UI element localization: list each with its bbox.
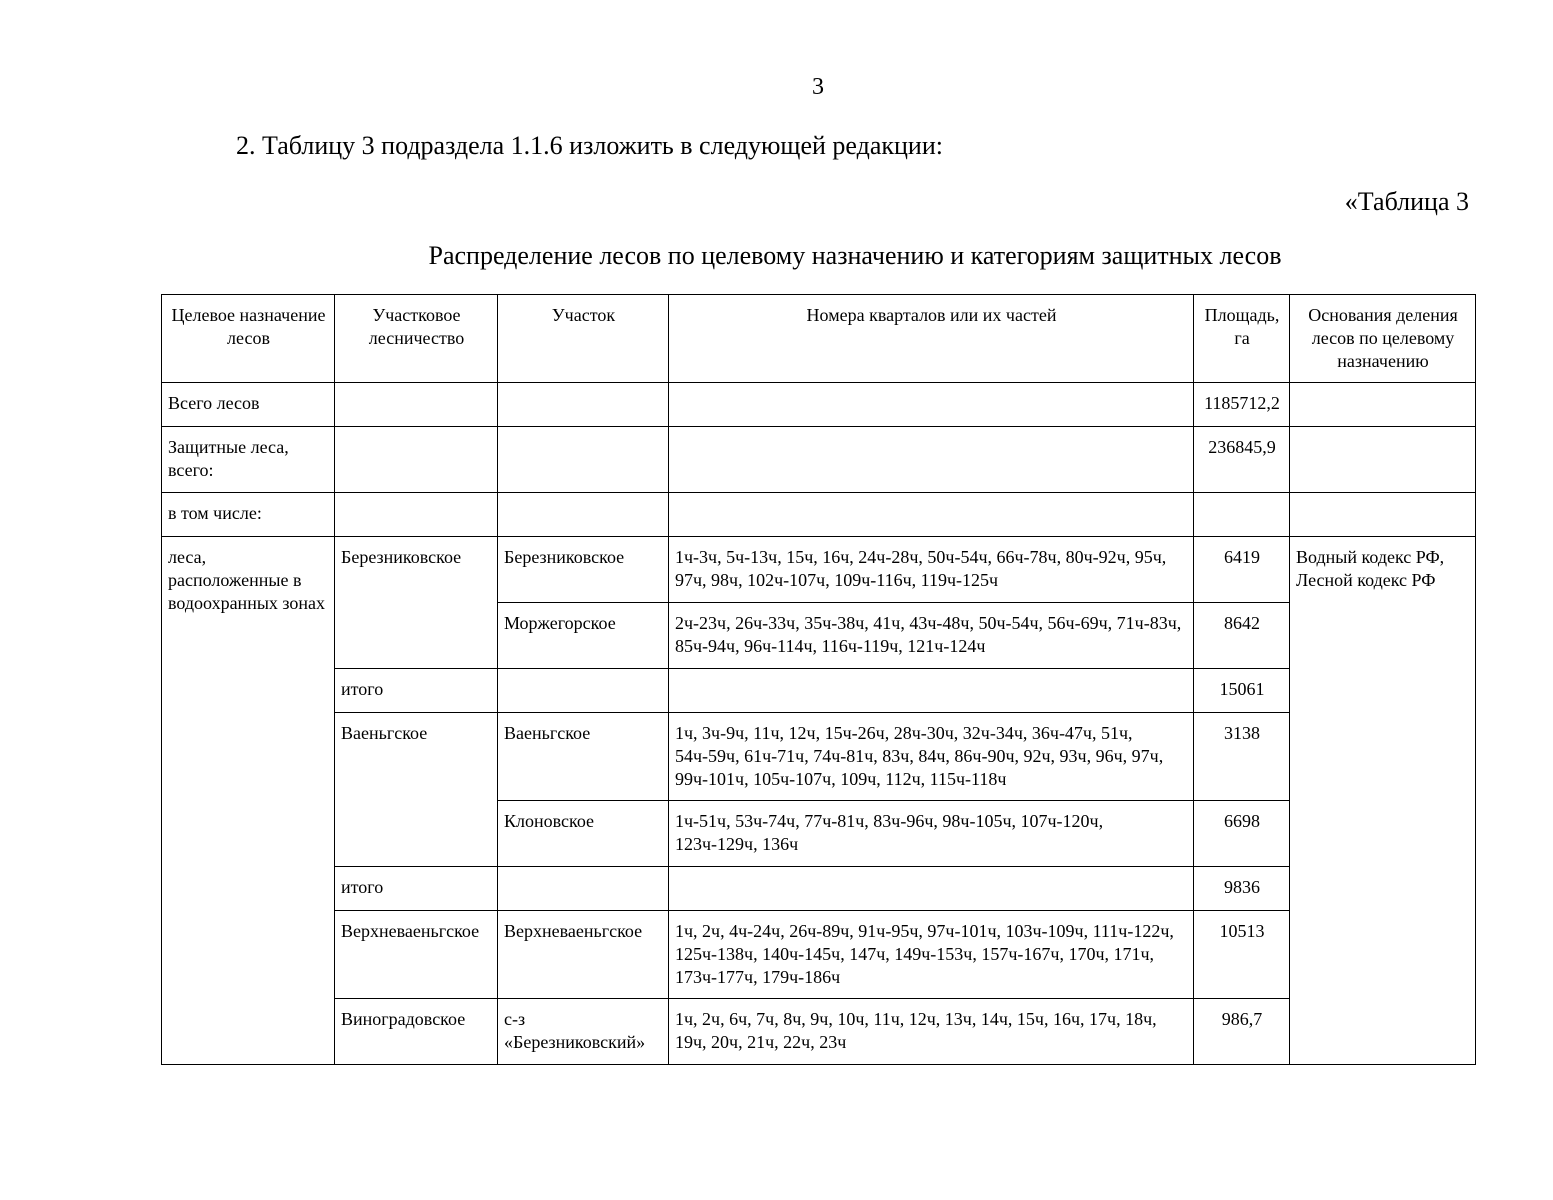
purpose-cell: Защитные леса, всего: [162, 427, 335, 493]
site-cell: Ваеньгское [498, 713, 669, 801]
site-cell [498, 867, 669, 911]
forestry-cell: Виноградовское [335, 999, 498, 1065]
quarters-cell [669, 493, 1194, 537]
page-number: 3 [812, 74, 824, 100]
forestry-cell: итого [335, 867, 498, 911]
area-cell: 986,7 [1194, 999, 1290, 1065]
basis-cell: Водный кодекс РФ, Лесной кодекс РФ [1290, 537, 1476, 1065]
area-cell: 3138 [1194, 713, 1290, 801]
forestry-cell: итого [335, 669, 498, 713]
table-row [162, 669, 1476, 713]
purpose-cell: в том числе: [162, 493, 335, 537]
table-row [162, 867, 1476, 911]
table-row [162, 383, 1476, 427]
header-purpose: Целевое назначение лесов [162, 295, 335, 383]
purpose-cell: леса, расположенные в водоохранных зонах [162, 537, 335, 1065]
table-row [162, 911, 1476, 999]
forestry-cell: Верхневаеньгское [335, 911, 498, 999]
instruction-text: 2. Таблицу 3 подраздела 1.1.6 изложить в следующей редакции: [236, 131, 943, 160]
header-quarters: Номера кварталов или их частей [669, 295, 1194, 383]
table-row [162, 427, 1476, 493]
table-row [162, 999, 1476, 1065]
site-cell: Березниковское [498, 537, 669, 603]
quarters-cell: 1ч, 2ч, 6ч, 7ч, 8ч, 9ч, 10ч, 11ч, 12ч, 13ч, 14ч, 15ч, 16ч, 17ч, 18ч, 19ч, 20ч, 21ч, 22ч, 23ч [669, 999, 1194, 1065]
quarters-cell: 1ч, 2ч, 4ч-24ч, 26ч-89ч, 91ч-95ч, 97ч-101ч, 103ч-109ч, 111ч-122ч, 125ч-138ч, 140ч-145ч, 147ч, 149ч-153ч, 157ч-167ч, 170ч, 171ч, 173ч-177ч, 179ч-186ч [669, 911, 1194, 999]
area-cell: 8642 [1194, 603, 1290, 669]
header-forestry: Участковое лесничество [335, 295, 498, 383]
basis-cell [1290, 383, 1476, 427]
basis-cell [1290, 493, 1476, 537]
basis-cell [1290, 427, 1476, 493]
quarters-cell: 2ч-23ч, 26ч-33ч, 35ч-38ч, 41ч, 43ч-48ч, 50ч-54ч, 56ч-69ч, 71ч-83ч, 85ч-94ч, 96ч-114ч, 116ч-119ч, 121ч-124ч [669, 603, 1194, 669]
area-cell: 1185712,2 [1194, 383, 1290, 427]
table-header-row [162, 295, 1476, 383]
site-cell [498, 383, 669, 427]
site-cell [498, 427, 669, 493]
forestry-cell [335, 427, 498, 493]
table-row [162, 713, 1476, 801]
quarters-cell: 1ч, 3ч-9ч, 11ч, 12ч, 15ч-26ч, 28ч-30ч, 32ч-34ч, 36ч-47ч, 51ч, 54ч-59ч, 61ч-71ч, 74ч-81ч, 83ч, 84ч, 86ч-90ч, 92ч, 93ч, 96ч, 97ч, 99ч-101ч, 105ч-107ч, 109ч, 112ч, 115ч-118ч [669, 713, 1194, 801]
header-area: Площадь, га [1194, 295, 1290, 383]
header-site: Участок [498, 295, 669, 383]
table-row [162, 493, 1476, 537]
area-cell [1194, 493, 1290, 537]
area-cell: 15061 [1194, 669, 1290, 713]
area-cell: 9836 [1194, 867, 1290, 911]
area-cell: 236845,9 [1194, 427, 1290, 493]
site-cell: Клоновское [498, 801, 669, 867]
site-cell: с-з «Березниковский» [498, 999, 669, 1065]
quarters-cell [669, 383, 1194, 427]
table-row [162, 537, 1476, 603]
table-title: Распределение лесов по целевому назначению и категориям защитных лесов [428, 241, 1282, 270]
site-cell: Верхневаеньгское [498, 911, 669, 999]
forestry-cell: Ваеньгское [335, 713, 498, 867]
site-cell: Моржегорское [498, 603, 669, 669]
forest-distribution-table [161, 294, 1476, 1065]
site-cell [498, 669, 669, 713]
header-basis: Основания деления лесов по целевому назначению [1290, 295, 1476, 383]
quarters-cell [669, 669, 1194, 713]
site-cell [498, 493, 669, 537]
area-cell: 6698 [1194, 801, 1290, 867]
purpose-cell: Всего лесов [162, 383, 335, 427]
quarters-cell [669, 867, 1194, 911]
forestry-cell [335, 493, 498, 537]
area-cell: 10513 [1194, 911, 1290, 999]
forestry-cell: Березниковское [335, 537, 498, 669]
forestry-cell [335, 383, 498, 427]
quarters-cell: 1ч-51ч, 53ч-74ч, 77ч-81ч, 83ч-96ч, 98ч-105ч, 107ч-120ч, 123ч-129ч, 136ч [669, 801, 1194, 867]
table-label: «Таблица 3 [1344, 187, 1469, 216]
quarters-cell: 1ч-3ч, 5ч-13ч, 15ч, 16ч, 24ч-28ч, 50ч-54ч, 66ч-78ч, 80ч-92ч, 95ч, 97ч, 98ч, 102ч-107ч, 109ч-116ч, 119ч-125ч [669, 537, 1194, 603]
area-cell: 6419 [1194, 537, 1290, 603]
quarters-cell [669, 427, 1194, 493]
